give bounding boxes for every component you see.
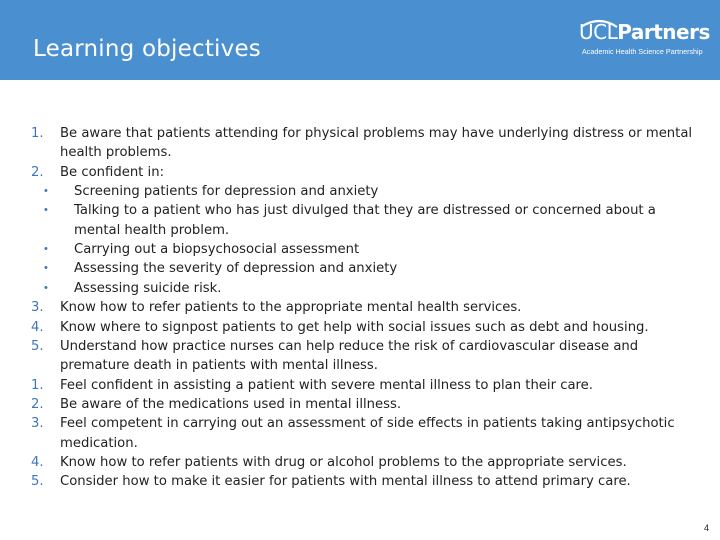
logo-wordmark xyxy=(579,20,710,44)
objective-text: Know how to refer patients with drug or alcohol problems to the appropriate services. xyxy=(60,454,627,470)
sub-item-text: mental health problem. xyxy=(74,222,230,238)
sub-item-text: Assessing the severity of depression and anxiety xyxy=(74,261,398,277)
sub-item-text: Carrying out a biopsychosocial assessment xyxy=(74,242,360,258)
list-number: 1. xyxy=(31,126,44,141)
list-number: 2. xyxy=(31,396,44,412)
sub-item-text: Assessing suicide risk. xyxy=(74,280,222,296)
objective-text: Feel confident in assisting a patient with severe mental illness to plan their care. xyxy=(60,377,593,393)
logo-text-light: UCL xyxy=(579,20,618,44)
objective-text: Feel competent in carrying out an assessment of side effects in patients taking antipsychotic xyxy=(60,416,675,432)
objective-text: Be aware that patients attending for physical problems may have underlying distress or mental xyxy=(60,126,693,141)
objective-text: Be aware of the medications used in mental illness. xyxy=(60,396,402,412)
bullet-marker: • xyxy=(44,204,48,217)
bullet-marker: • xyxy=(44,281,48,294)
list-number: 5. xyxy=(31,474,44,490)
list-number: 4. xyxy=(31,319,44,335)
objective-text: Know how to refer patients to the appropriate mental health services. xyxy=(60,300,522,316)
objective-text: Consider how to make it easier for patients with mental illness to attend primary care. xyxy=(60,474,631,490)
logo-text-bold: Partners xyxy=(617,20,710,44)
bullet-marker: • xyxy=(44,243,48,256)
list-number: 4. xyxy=(31,454,44,470)
objective-text: Be confident in: xyxy=(60,164,165,180)
objective-text: medication. xyxy=(60,435,138,451)
objective-text: health problems. xyxy=(60,145,172,161)
bullet-marker: • xyxy=(44,262,48,275)
list-number: 5. xyxy=(31,338,44,354)
sub-item-text: Screening patients for depression and anxiety xyxy=(74,184,379,200)
objective-text: premature death in patients with mental illness. xyxy=(60,358,378,374)
objective-text: Understand how practice nurses can help reduce the risk of cardiovascular disease and xyxy=(60,338,639,354)
list-number: 3. xyxy=(31,416,44,432)
logo-subtitle: Academic Health Science Partnership xyxy=(582,47,703,56)
list-number: 1. xyxy=(31,377,44,393)
page-number: 4 xyxy=(704,523,710,533)
list-number: 3. xyxy=(31,300,44,316)
bullet-marker: • xyxy=(44,185,48,198)
list-number: 2. xyxy=(31,164,44,180)
sub-item-text: Talking to a patient who has just divulged that they are distressed or concerned about a xyxy=(74,203,656,219)
slide-title: Learning objectives xyxy=(33,36,261,62)
objective-text: Know where to signpost patients to get help with social issues such as debt and housing. xyxy=(60,319,649,335)
slide-header xyxy=(0,0,720,80)
ucl-partners-logo xyxy=(579,20,710,66)
